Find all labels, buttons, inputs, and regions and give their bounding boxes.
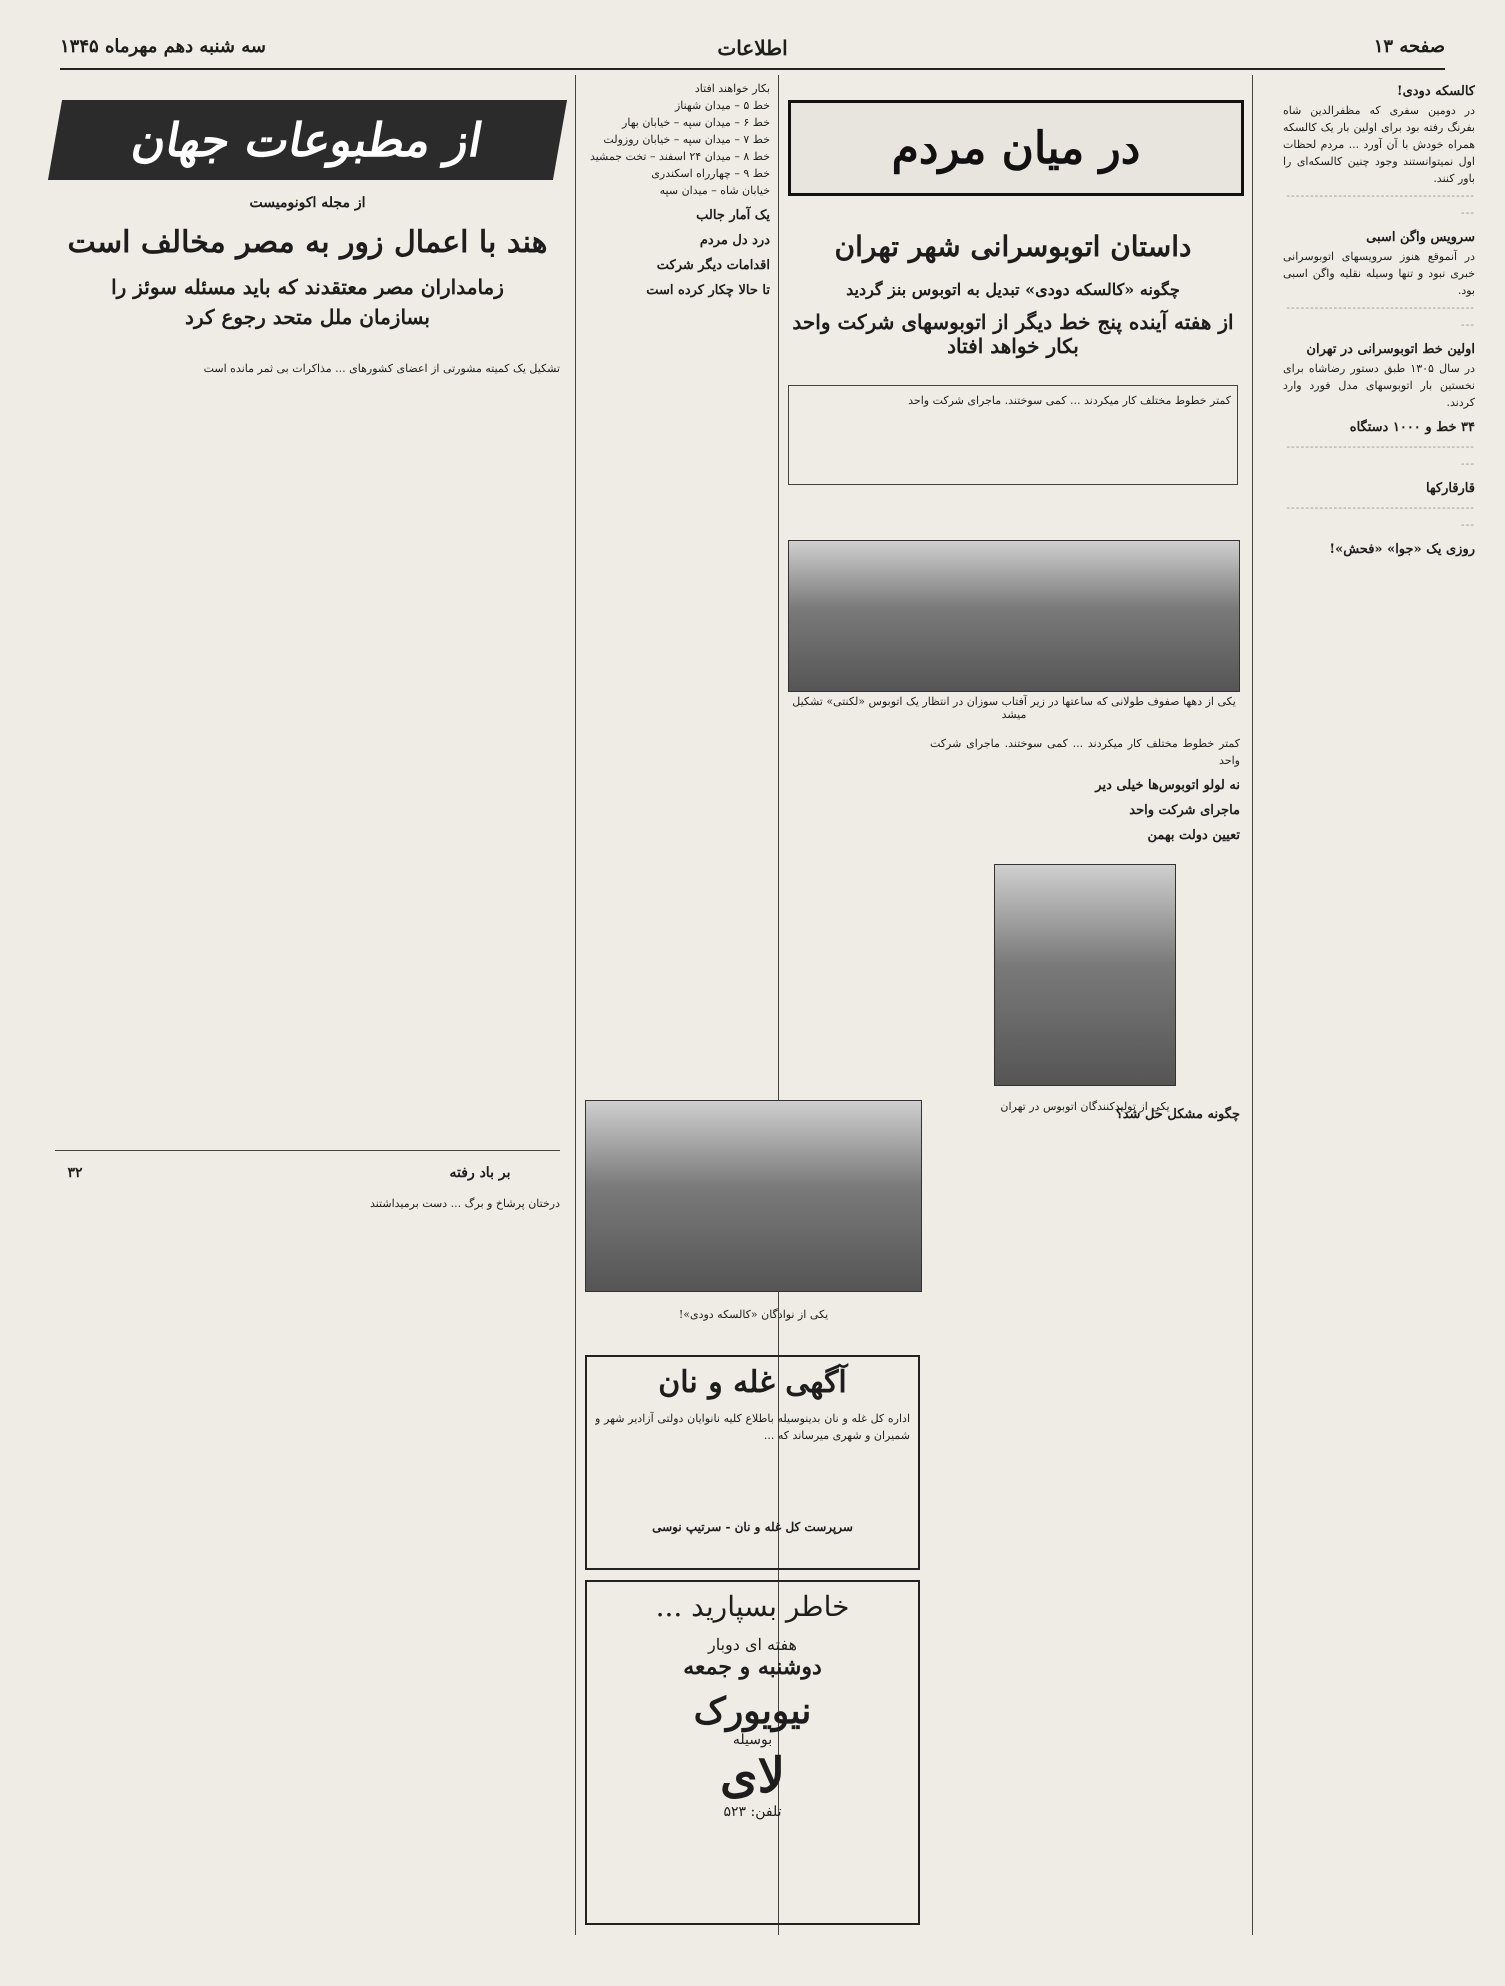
source-label: از مجله اکونومیست: [249, 195, 366, 211]
ad-line: بوسیله: [732, 1732, 773, 1748]
article-subheadline: زمامداران مصر معتقدند که باید مسئله سوئز را: [111, 275, 504, 299]
paragraph: در سال ۱۳۰۵ طبق دستور رضاشاه برای نخستین بار اتوبوسهای مدل فورد وارد کردند.: [1283, 362, 1475, 409]
heading: روزی یک «جوا» «فحش»!: [1329, 542, 1475, 557]
paragraph: در دومین سفری که مظفرالدین شاه بفرنگ رفته بود برای اولین بار یک کالسکه همراه خودش با آن آورد ... مردم لحظات اول نمیتوانستند وجود چنین کالسکه‌ای را باور کنند.: [1283, 104, 1475, 185]
bus-line: خط ۸ – میدان ۲۴ اسفند – تخت جمشید: [589, 150, 770, 163]
bus-line: خط ۵ – میدان شهناز: [674, 99, 770, 112]
mid-column: [585, 80, 770, 760]
serial-title: بر باد رفته: [449, 1165, 511, 1181]
feature-intro: کمتر خطوط مختلف کار میکردند ... کمی سوختند. ماجرای شرکت واحد: [788, 385, 1238, 485]
right-column: کالسکه دودی! در دومین سفری که مظفرالدین شاه بفرنگ رفته بود برای اولین بار یک کالسکه همراه خودش با آن آورد ... مردم لحظات اول نمیتوانستند وجود چنین کالسکه‌ای را باور کنند. ------------------------------------------- سرویس واگن اسبی در آنموقع هنوز سرویسهای اتوبوسرانی خبری نبود و تنها وسیله نقلیه واگن اسبی بود. ------------------------------------------- اولین خط اتوبوسرانی در تهران در سال ۱۳۰۵ طبق دستور رضاشاه برای نخستین بار اتوبوسهای مدل فورد وارد کردند. ۳۴ خط و ۱۰۰۰ دستگاه ------------------------------------------- قارقارکها ------------------------------------------- روزی یک «جوا» «فحش»!: [1283, 84, 1475, 557]
bus-queue-photo: [788, 540, 1240, 721]
newyork-ad: [585, 1580, 920, 1925]
bus-line: خیابان شاه – میدان سپه: [659, 184, 770, 197]
feature-subheadline: چگونه «کالسکه دودی» تبدیل به اتوبوس بنز گردید: [846, 280, 1180, 299]
ad-line: دوشنبه و جمعه: [683, 1654, 822, 1680]
feature-headline: داستان اتوبوسرانی شهر تهران: [834, 230, 1192, 263]
bus-line: خط ۶ – میدان سپه – خیابان بهار: [622, 116, 770, 129]
heading: کالسکه دودی!: [1396, 84, 1475, 99]
photo-caption: یکی از نوادگان «کالسکه دودی»!: [678, 1308, 829, 1321]
feature-subheadline: از هفته آینده پنج خط دیگر از اتوبوسهای شرکت واحد بکار خواهد افتاد: [792, 310, 1234, 358]
heading: یک آمار جالب: [696, 208, 770, 223]
heading: چگونه مشکل حل شد؟: [1115, 1107, 1240, 1122]
serial-episode: ۳۲: [67, 1165, 83, 1181]
photo-caption: یکی از دهها صفوف طولانی که ساعتها در زیر آفتاب سوزان در انتظار یک اتوبوس «لکنتی» تشکیل میشد: [792, 695, 1236, 721]
ad-title: خاطر بسپارید ...: [655, 1590, 850, 1623]
page-header: [60, 28, 1445, 70]
bus-line: بکار خواهند افتاد: [694, 82, 770, 95]
ad-footer: سرپرست کل غله و نان - سرتیپ نوسی: [652, 1520, 853, 1534]
feature-banner: در میان مردم: [788, 100, 1244, 196]
paragraph: در آنموقع هنوز سرویسهای اتوبوسرانی خبری نبود و تنها وسیله نقلیه واگن اسبی بود.: [1283, 250, 1475, 297]
highlight: ۳۴ خط و ۱۰۰۰ دستگاه: [1349, 420, 1475, 435]
ad-title: آگهی غله و نان: [658, 1365, 847, 1400]
issue-date: سه شنبه دهم مهرماه ۱۳۴۵: [60, 36, 266, 57]
newspaper-name: اطلاعات: [717, 36, 788, 60]
heading: اولین خط اتوبوسرانی در تهران: [1306, 342, 1475, 357]
ad-logo: لای: [720, 1748, 785, 1804]
serial-body: درختان پرشاخ و برگ ... دست برمیداشتند: [369, 1197, 560, 1210]
ad-line: تلفن: ۵۲۳: [723, 1804, 782, 1820]
article-body: تشکیل یک کمیته مشورتی از اعضای کشورهای ... مذاکرات بی ثمر مانده است: [203, 362, 560, 375]
heading: درد دل مردم: [699, 233, 770, 248]
heading: نه لولو اتوبوس‌ها خیلی دیر: [1095, 778, 1240, 793]
page-number: صفحه ۱۳: [1373, 36, 1445, 57]
heading: ماجرای شرکت واحد: [1129, 803, 1240, 818]
feature-body: [930, 735, 1240, 1935]
heading: سرویس واگن اسبی: [1366, 230, 1475, 245]
ad-line: هفته ای دوبار: [708, 1635, 797, 1654]
ad-line: نیویورک: [693, 1690, 812, 1732]
bus-line: خط ۹ – چهارراه اسکندری: [651, 167, 770, 180]
world-press-banner: از مطبوعات جهان: [48, 100, 567, 180]
heading: تا حالا چکار کرده است: [646, 283, 770, 298]
grain-bread-ad: [585, 1355, 920, 1570]
article-headline: هند با اعمال زور به مصر مخالف است: [67, 225, 548, 260]
heading: قارقارکها: [1425, 481, 1475, 496]
portrait-photo: [994, 864, 1176, 1113]
photo-caption: یکی از تولیدکنندگان اتوبوس در تهران: [1000, 1100, 1170, 1113]
heading: تعیین دولت بهمن: [1147, 828, 1240, 843]
ad-text: اداره کل غله و نان بدینوسیله باطلاع کلیه نانوایان دولتی آزادیر شهر و شمیران و شهری میرساند که ...: [595, 1412, 910, 1442]
article-subheadline: بسازمان ملل متحد رجوع کرد: [185, 305, 430, 329]
bus-line: خط ۷ – میدان سپه – خیابان روزولت: [603, 133, 770, 146]
heading: اقدامات دیگر شرکت: [656, 258, 770, 273]
paragraph: کمتر خطوط مختلف کار میکردند ... کمی سوختند. ماجرای شرکت واحد: [930, 737, 1240, 767]
bus-photo: [585, 1100, 922, 1321]
